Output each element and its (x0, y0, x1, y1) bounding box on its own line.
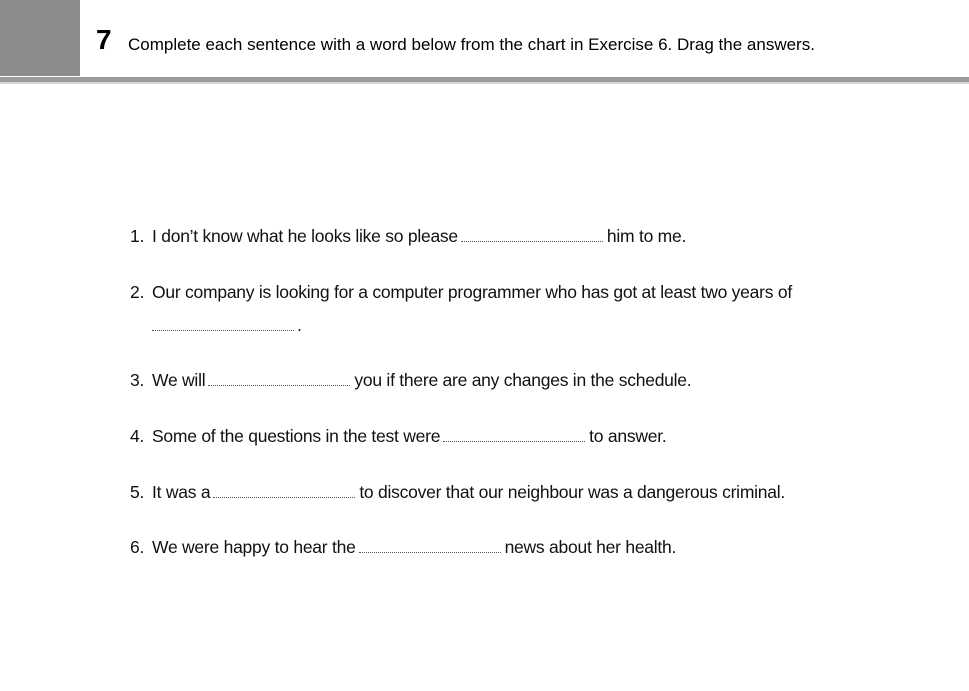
sentence-number: 3. (130, 370, 145, 390)
sentence-number: 2. (130, 282, 145, 302)
sentence-number: 6. (130, 537, 145, 557)
sentence-text-before: We will (152, 370, 206, 390)
sentence-number: 5. (130, 482, 145, 502)
sentence-text-before: Some of the questions in the test were (152, 426, 441, 446)
exercise-instruction: Complete each sentence with a word below from the chart in Exercise 6. Drag the answers. (128, 35, 815, 54)
sentence-6 (130, 536, 676, 558)
exercise-header (0, 0, 969, 76)
exercise-number: 7 (96, 24, 112, 55)
sentence-number: 4. (130, 426, 145, 446)
sentence-text-after: him to me. (606, 226, 687, 246)
sentence-number: 1. (130, 226, 145, 246)
answer-drop-slot-5[interactable] (213, 487, 355, 498)
header-divider-shadow (0, 82, 969, 84)
answer-drop-slot-2[interactable] (152, 320, 294, 331)
answer-drop-slot-3[interactable] (208, 375, 350, 386)
answer-drop-slot-1[interactable] (461, 231, 603, 242)
sentence-2-continuation (152, 314, 302, 336)
sentence-text-before: It was a (152, 482, 211, 502)
sentence-text-before: Our company is looking for a computer programmer who has got at least two years of (152, 282, 792, 302)
sentence-text-before: We were happy to hear the (152, 537, 356, 557)
sentence-text-after: news about her health. (504, 537, 677, 557)
sentence-3 (130, 369, 691, 391)
sentence-2 (130, 281, 792, 303)
sentence-1 (130, 225, 686, 247)
header-gray-block (0, 0, 80, 76)
answer-drop-slot-4[interactable] (443, 431, 585, 442)
answer-drop-slot-6[interactable] (359, 542, 501, 553)
sentence-text-after: . (297, 315, 302, 335)
sentence-text-after: to answer. (589, 426, 667, 446)
sentence-text-before: I don’t know what he looks like so please (152, 226, 458, 246)
sentence-text-after: you if there are any changes in the schedule. (354, 370, 692, 390)
sentence-5 (130, 481, 785, 503)
sentence-text-after: to discover that our neighbour was a dangerous criminal. (359, 482, 785, 502)
sentence-4 (130, 425, 666, 447)
